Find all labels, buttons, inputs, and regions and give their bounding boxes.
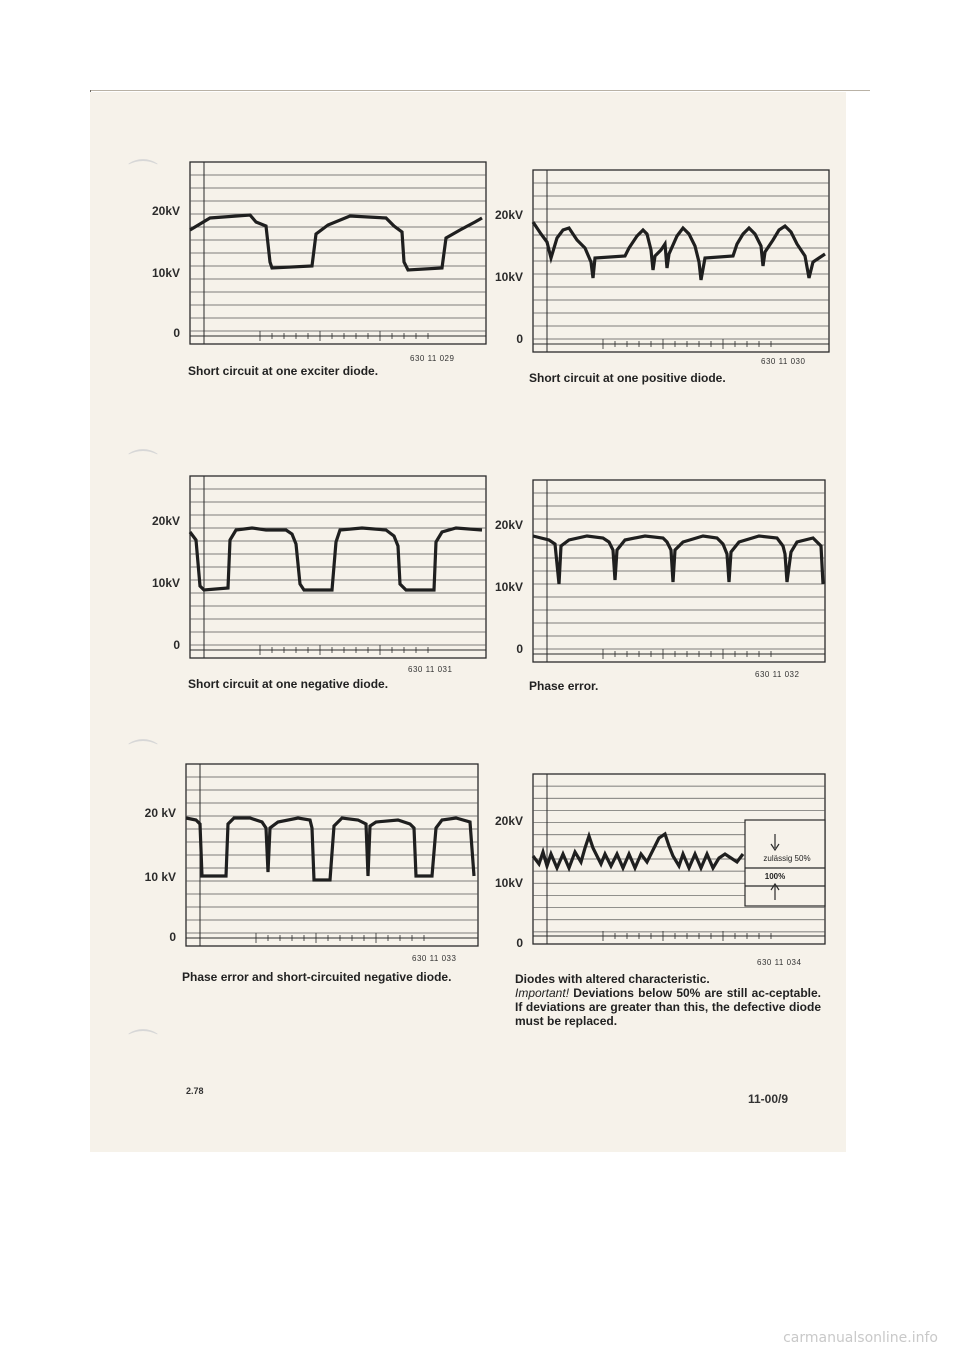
- figure-number: 630 11 033: [412, 954, 457, 963]
- waveform-4: [533, 536, 823, 584]
- waveform-5: [186, 818, 474, 880]
- y-label-0: 0: [516, 936, 523, 950]
- footer-page-number: 11-00/9: [748, 1092, 789, 1106]
- caption-title: Diodes with altered characteristic.: [515, 972, 710, 986]
- y-label-0: 0: [516, 332, 523, 346]
- scan-mark: ⌒: [128, 1028, 158, 1063]
- caption-important: Important!: [515, 986, 570, 1000]
- y-label-10kv: 10kV: [494, 580, 523, 594]
- y-label-0: 0: [516, 642, 523, 656]
- y-label-10kv: 10kV: [494, 270, 523, 284]
- caption-body: [515, 986, 821, 1028]
- figure-caption: [515, 972, 821, 1028]
- figure-caption: Phase error and short-circuited negative diode.: [182, 970, 452, 984]
- y-label-0: 0: [169, 930, 176, 944]
- waveform-6: [533, 834, 743, 868]
- scan-mark: ⌒: [128, 738, 158, 773]
- figure-caption: Short circuit at one exciter diode.: [188, 364, 379, 378]
- oscilloscope-chart-4: [533, 480, 825, 662]
- caption-text: Deviations below 50% are still ac-ceptable. If deviations are greater than this, the defective diode must be replaced.: [515, 986, 821, 1028]
- inset-bottom-label: 100%: [764, 872, 786, 881]
- oscilloscope-chart-2: [533, 170, 829, 352]
- y-label-20kv: 20kV: [494, 208, 523, 222]
- figure-number: 630 11 032: [755, 670, 800, 679]
- y-label-10kv: 10kV: [151, 266, 180, 280]
- figure-number: 630 11 031: [408, 665, 453, 674]
- scan-mark: ⌒: [128, 448, 158, 483]
- oscilloscope-chart-5: [186, 764, 478, 946]
- waveform-3: [190, 528, 482, 590]
- y-label-20kv: 20kV: [151, 514, 180, 528]
- waveform-2: [533, 222, 825, 280]
- figure-number: 630 11 030: [761, 357, 806, 366]
- figure-caption: Phase error.: [529, 679, 599, 693]
- oscilloscope-chart-3: [190, 476, 486, 658]
- y-label-0: 0: [173, 326, 180, 340]
- tolerance-inset: [745, 820, 825, 906]
- y-label-10kv: 10kV: [151, 576, 180, 590]
- inset-top-label: zulässig 50%: [763, 854, 811, 863]
- figure-number: 630 11 029: [410, 354, 455, 363]
- y-label-0: 0: [173, 638, 180, 652]
- figure-caption: Short circuit at one negative diode.: [188, 677, 389, 691]
- y-label-20kv: 20kV: [494, 518, 523, 532]
- y-label-20kv: 20 kV: [144, 806, 176, 820]
- scan-mark: ⌒: [128, 158, 158, 193]
- waveform-1: [190, 215, 482, 270]
- figure-caption: Short circuit at one positive diode.: [529, 371, 726, 385]
- watermark: carmanualsonline.info: [783, 1330, 938, 1346]
- y-label-10kv: 10kV: [494, 876, 523, 890]
- y-label-10kv: 10 kV: [144, 870, 176, 884]
- oscilloscope-chart-1: [190, 162, 486, 344]
- page-top-rule: [90, 90, 870, 91]
- y-label-20kv: 20kV: [494, 814, 523, 828]
- figure-number: 630 11 034: [757, 958, 802, 967]
- footer-date: 2.78: [186, 1086, 204, 1096]
- y-label-20kv: 20kV: [151, 204, 180, 218]
